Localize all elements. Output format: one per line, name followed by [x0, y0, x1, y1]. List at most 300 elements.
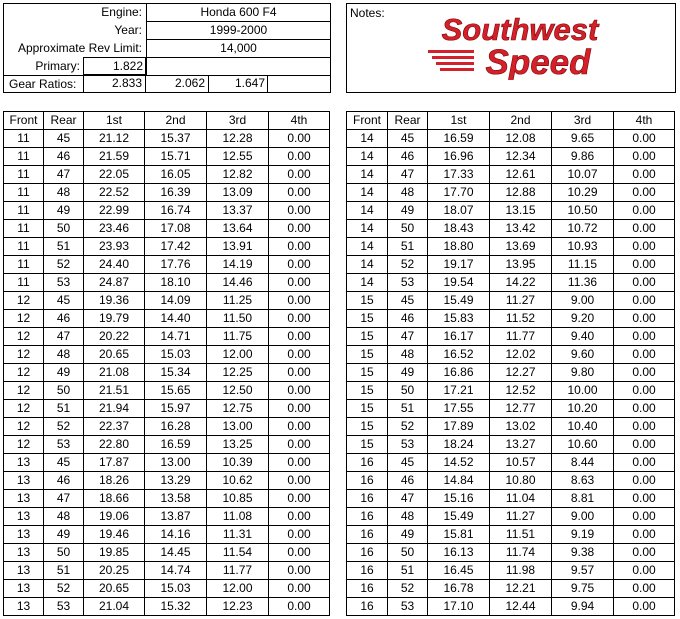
cell-2nd: 15.65: [145, 382, 207, 400]
cell-3rd: 12.82: [207, 166, 269, 184]
cell-rear: 47: [388, 166, 428, 184]
cell-1st: 15.49: [428, 292, 490, 310]
cell-3rd: 12.55: [207, 148, 269, 166]
cell-3rd: 11.75: [207, 328, 269, 346]
cell-2nd: 15.37: [145, 130, 207, 148]
table-row: [347, 490, 675, 508]
cell-1st: 23.46: [84, 220, 145, 238]
col-rear: Rear: [388, 112, 428, 130]
cell-4th: 0.00: [269, 202, 330, 220]
cell-3rd: 10.50: [552, 202, 614, 220]
cell-4th: 0.00: [269, 436, 330, 454]
cell-3rd: 8.81: [552, 490, 614, 508]
cell-3rd: 11.15: [552, 256, 614, 274]
cell-rear: 51: [388, 400, 428, 418]
cell-2nd: 11.52: [490, 310, 552, 328]
cell-1st: 16.52: [428, 346, 490, 364]
cell-3rd: 13.09: [207, 184, 269, 202]
cell-1st: 16.59: [428, 130, 490, 148]
gear-ratio-1st: 2.833: [111, 76, 142, 90]
cell-4th: 0.00: [614, 292, 675, 310]
table-row: [347, 364, 675, 382]
rev-limit-value: 14,000: [220, 41, 257, 55]
cell-2nd: 16.05: [145, 166, 207, 184]
cell-4th: 0.00: [614, 400, 675, 418]
cell-1st: 19.85: [84, 544, 145, 562]
gear-ratios-label: Gear Ratios:: [9, 77, 77, 91]
cell-4th: 0.00: [614, 310, 675, 328]
cell-rear: 52: [44, 580, 84, 598]
cell-4th: 0.00: [614, 274, 675, 292]
gear-ratio-table-left: [3, 111, 330, 616]
cell-rear: 52: [388, 418, 428, 436]
table-row: [347, 508, 675, 526]
cell-front: 15: [347, 364, 388, 382]
table-row: [347, 418, 675, 436]
cell-front: 16: [347, 544, 388, 562]
cell-1st: 16.13: [428, 544, 490, 562]
cell-4th: 0.00: [614, 220, 675, 238]
cell-1st: 21.04: [84, 598, 145, 616]
cell-front: 12: [4, 310, 44, 328]
cell-1st: 16.78: [428, 580, 490, 598]
cell-4th: 0.00: [614, 328, 675, 346]
cell-front: 12: [4, 418, 44, 436]
cell-2nd: 13.95: [490, 256, 552, 274]
cell-3rd: 14.19: [207, 256, 269, 274]
col-rear: Rear: [44, 112, 84, 130]
cell-rear: 46: [44, 148, 84, 166]
cell-4th: 0.00: [614, 256, 675, 274]
cell-rear: 46: [388, 148, 428, 166]
cell-4th: 0.00: [614, 472, 675, 490]
cell-2nd: 15.71: [145, 148, 207, 166]
cell-rear: 48: [44, 346, 84, 364]
cell-1st: 20.22: [84, 328, 145, 346]
cell-2nd: 14.40: [145, 310, 207, 328]
cell-1st: 19.79: [84, 310, 145, 328]
cell-rear: 49: [388, 202, 428, 220]
cell-2nd: 11.74: [490, 544, 552, 562]
cell-rear: 49: [44, 364, 84, 382]
cell-2nd: 13.29: [145, 472, 207, 490]
cell-3rd: 11.54: [207, 544, 269, 562]
cell-rear: 53: [388, 436, 428, 454]
cell-4th: 0.00: [614, 238, 675, 256]
cell-front: 11: [4, 274, 44, 292]
cell-front: 15: [347, 346, 388, 364]
cell-rear: 45: [388, 130, 428, 148]
table-row: [4, 166, 330, 184]
table-row: [347, 274, 675, 292]
cell-2nd: 12.21: [490, 580, 552, 598]
cell-front: 12: [4, 382, 44, 400]
cell-rear: 49: [44, 202, 84, 220]
cell-front: 16: [347, 598, 388, 616]
cell-rear: 52: [44, 256, 84, 274]
cell-2nd: 15.34: [145, 364, 207, 382]
cell-3rd: 9.00: [552, 292, 614, 310]
cell-2nd: 11.27: [490, 292, 552, 310]
cell-2nd: 12.34: [490, 148, 552, 166]
cell-front: 14: [347, 274, 388, 292]
cell-3rd: 11.31: [207, 526, 269, 544]
col-4th: 4th: [269, 112, 330, 130]
cell-1st: 17.21: [428, 382, 490, 400]
cell-2nd: 12.27: [490, 364, 552, 382]
cell-3rd: 8.44: [552, 454, 614, 472]
cell-rear: 47: [44, 328, 84, 346]
cell-2nd: 11.51: [490, 526, 552, 544]
logo-line2: Speed: [485, 43, 591, 80]
cell-1st: 18.26: [84, 472, 145, 490]
cell-front: 15: [347, 382, 388, 400]
table-row: [4, 148, 330, 166]
table-row: [347, 562, 675, 580]
table-row: [347, 382, 675, 400]
cell-rear: 47: [44, 166, 84, 184]
cell-3rd: 10.60: [552, 436, 614, 454]
cell-front: 16: [347, 580, 388, 598]
cell-1st: 23.93: [84, 238, 145, 256]
cell-3rd: 9.40: [552, 328, 614, 346]
table-row: [4, 508, 330, 526]
cell-rear: 49: [388, 364, 428, 382]
cell-2nd: 13.58: [145, 490, 207, 508]
cell-3rd: 11.25: [207, 292, 269, 310]
cell-front: 13: [4, 580, 44, 598]
cell-1st: 19.17: [428, 256, 490, 274]
cell-4th: 0.00: [269, 328, 330, 346]
cell-2nd: 11.04: [490, 490, 552, 508]
cell-2nd: 13.87: [145, 508, 207, 526]
header-rule: [146, 57, 330, 58]
cell-4th: 0.00: [614, 202, 675, 220]
cell-front: 16: [347, 490, 388, 508]
cell-front: 11: [4, 148, 44, 166]
cell-front: 16: [347, 526, 388, 544]
cell-3rd: 10.20: [552, 400, 614, 418]
cell-rear: 46: [388, 472, 428, 490]
cell-rear: 48: [388, 346, 428, 364]
table-row: [4, 562, 330, 580]
cell-rear: 48: [388, 184, 428, 202]
cell-4th: 0.00: [614, 382, 675, 400]
cell-front: 15: [347, 436, 388, 454]
cell-rear: 50: [44, 382, 84, 400]
cell-4th: 0.00: [269, 472, 330, 490]
col-front: Front: [347, 112, 388, 130]
southwest-speed-logo: [420, 10, 620, 80]
cell-4th: 0.00: [269, 292, 330, 310]
cell-1st: 16.86: [428, 364, 490, 382]
cell-4th: 0.00: [269, 580, 330, 598]
cell-2nd: 10.57: [490, 454, 552, 472]
cell-rear: 46: [388, 310, 428, 328]
table-row: [347, 472, 675, 490]
cell-3rd: 9.20: [552, 310, 614, 328]
table-row: [347, 202, 675, 220]
cell-4th: 0.00: [614, 490, 675, 508]
cell-4th: 0.00: [269, 256, 330, 274]
cell-2nd: 14.16: [145, 526, 207, 544]
cell-1st: 24.87: [84, 274, 145, 292]
cell-2nd: 15.97: [145, 400, 207, 418]
cell-1st: 21.08: [84, 364, 145, 382]
cell-3rd: 10.07: [552, 166, 614, 184]
cell-4th: 0.00: [614, 508, 675, 526]
cell-2nd: 17.76: [145, 256, 207, 274]
cell-2nd: 12.88: [490, 184, 552, 202]
cell-1st: 22.99: [84, 202, 145, 220]
table-row: [4, 310, 330, 328]
primary-label: Primary:: [35, 59, 80, 73]
cell-front: 13: [4, 598, 44, 616]
logo-line1: Southwest: [441, 12, 599, 47]
cell-2nd: 13.02: [490, 418, 552, 436]
cell-front: 12: [4, 328, 44, 346]
cell-front: 13: [4, 526, 44, 544]
cell-4th: 0.00: [269, 274, 330, 292]
cell-rear: 45: [388, 292, 428, 310]
cell-3rd: 9.86: [552, 148, 614, 166]
table-row: [4, 202, 330, 220]
cell-3rd: 10.85: [207, 490, 269, 508]
cell-3rd: 13.37: [207, 202, 269, 220]
table-row: [4, 490, 330, 508]
cell-1st: 21.12: [84, 130, 145, 148]
col-2nd: 2nd: [145, 112, 207, 130]
table-row: [4, 328, 330, 346]
cell-front: 12: [4, 346, 44, 364]
cell-rear: 53: [44, 598, 84, 616]
year-label: Year:: [114, 23, 142, 37]
table-header-row: [4, 112, 330, 130]
table-row: [347, 166, 675, 184]
cell-1st: 22.05: [84, 166, 145, 184]
cell-2nd: 13.27: [490, 436, 552, 454]
cell-rear: 51: [44, 562, 84, 580]
table-row: [4, 274, 330, 292]
cell-2nd: 18.10: [145, 274, 207, 292]
table-row: [4, 382, 330, 400]
cell-1st: 20.25: [84, 562, 145, 580]
cell-front: 16: [347, 454, 388, 472]
col-front: Front: [4, 112, 44, 130]
cell-3rd: 11.77: [207, 562, 269, 580]
table-row: [347, 580, 675, 598]
table-row: [4, 220, 330, 238]
cell-front: 15: [347, 292, 388, 310]
cell-1st: 22.37: [84, 418, 145, 436]
table-row: [4, 364, 330, 382]
cell-4th: 0.00: [269, 130, 330, 148]
cell-4th: 0.00: [269, 184, 330, 202]
cell-rear: 52: [388, 580, 428, 598]
cell-1st: 20.65: [84, 346, 145, 364]
cell-rear: 50: [44, 220, 84, 238]
cell-rear: 53: [44, 436, 84, 454]
cell-2nd: 16.28: [145, 418, 207, 436]
table-row: [347, 526, 675, 544]
cell-4th: 0.00: [614, 580, 675, 598]
cell-1st: 15.49: [428, 508, 490, 526]
cell-4th: 0.00: [614, 130, 675, 148]
cell-rear: 48: [44, 184, 84, 202]
cell-1st: 17.10: [428, 598, 490, 616]
cell-front: 11: [4, 256, 44, 274]
cell-4th: 0.00: [269, 382, 330, 400]
cell-rear: 50: [388, 220, 428, 238]
cell-2nd: 13.15: [490, 202, 552, 220]
col-1st: 1st: [84, 112, 145, 130]
cell-front: 12: [4, 436, 44, 454]
cell-3rd: 9.80: [552, 364, 614, 382]
cell-front: 11: [4, 130, 44, 148]
cell-1st: 14.84: [428, 472, 490, 490]
cell-rear: 48: [44, 508, 84, 526]
cell-front: 15: [347, 418, 388, 436]
cell-front: 13: [4, 490, 44, 508]
logo-graphic: [420, 10, 620, 80]
cell-1st: 17.87: [84, 454, 145, 472]
cell-2nd: 14.09: [145, 292, 207, 310]
cell-1st: 17.55: [428, 400, 490, 418]
cell-2nd: 14.45: [145, 544, 207, 562]
cell-4th: 0.00: [614, 148, 675, 166]
cell-rear: 50: [388, 544, 428, 562]
cell-rear: 51: [44, 238, 84, 256]
cell-rear: 45: [44, 292, 84, 310]
cell-3rd: 10.29: [552, 184, 614, 202]
gear-ratio-3rd: 1.647: [234, 76, 265, 90]
cell-2nd: 16.74: [145, 202, 207, 220]
cell-1st: 16.45: [428, 562, 490, 580]
cell-4th: 0.00: [614, 418, 675, 436]
cell-rear: 47: [44, 490, 84, 508]
cell-3rd: 11.08: [207, 508, 269, 526]
cell-front: 16: [347, 508, 388, 526]
cell-1st: 18.24: [428, 436, 490, 454]
cell-1st: 20.65: [84, 580, 145, 598]
cell-2nd: 12.02: [490, 346, 552, 364]
cell-4th: 0.00: [614, 562, 675, 580]
cell-3rd: 12.25: [207, 364, 269, 382]
cell-rear: 50: [44, 544, 84, 562]
cell-2nd: 14.22: [490, 274, 552, 292]
cell-3rd: 9.19: [552, 526, 614, 544]
cell-1st: 17.33: [428, 166, 490, 184]
table-row: [347, 148, 675, 166]
cell-4th: 0.00: [269, 418, 330, 436]
table-row: [347, 400, 675, 418]
cell-4th: 0.00: [614, 346, 675, 364]
cell-3rd: 10.40: [552, 418, 614, 436]
cell-front: 13: [4, 544, 44, 562]
cell-front: 14: [347, 220, 388, 238]
cell-3rd: 10.39: [207, 454, 269, 472]
year-value: 1999-2000: [209, 23, 268, 37]
cell-1st: 21.51: [84, 382, 145, 400]
cell-rear: 51: [388, 562, 428, 580]
cell-front: 15: [347, 400, 388, 418]
speed-lines-icon: [428, 50, 474, 71]
cell-rear: 49: [44, 526, 84, 544]
cell-rear: 45: [388, 454, 428, 472]
cell-3rd: 10.72: [552, 220, 614, 238]
cell-4th: 0.00: [269, 490, 330, 508]
cell-4th: 0.00: [269, 166, 330, 184]
cell-3rd: 12.00: [207, 580, 269, 598]
cell-1st: 15.81: [428, 526, 490, 544]
table-row: [4, 544, 330, 562]
cell-3rd: 10.00: [552, 382, 614, 400]
cell-3rd: 11.36: [552, 274, 614, 292]
cell-3rd: 8.63: [552, 472, 614, 490]
cell-3rd: 12.23: [207, 598, 269, 616]
cell-1st: 15.83: [428, 310, 490, 328]
cell-front: 12: [4, 364, 44, 382]
cell-front: 14: [347, 184, 388, 202]
table-row: [4, 400, 330, 418]
cell-rear: 51: [388, 238, 428, 256]
cell-4th: 0.00: [269, 310, 330, 328]
cell-4th: 0.00: [614, 544, 675, 562]
cell-3rd: 9.65: [552, 130, 614, 148]
col-4th: 4th: [614, 112, 675, 130]
cell-rear: 50: [388, 382, 428, 400]
cell-1st: 15.16: [428, 490, 490, 508]
table-row: [347, 220, 675, 238]
cell-front: 11: [4, 184, 44, 202]
cell-2nd: 17.08: [145, 220, 207, 238]
cell-1st: 21.94: [84, 400, 145, 418]
cell-4th: 0.00: [269, 400, 330, 418]
table-row: [4, 346, 330, 364]
cell-3rd: 12.00: [207, 346, 269, 364]
cell-3rd: 9.94: [552, 598, 614, 616]
cell-3rd: 13.91: [207, 238, 269, 256]
cell-rear: 45: [44, 454, 84, 472]
cell-2nd: 13.42: [490, 220, 552, 238]
cell-3rd: 9.00: [552, 508, 614, 526]
cell-3rd: 9.57: [552, 562, 614, 580]
table-row: [4, 184, 330, 202]
cell-rear: 45: [44, 130, 84, 148]
cell-2nd: 15.32: [145, 598, 207, 616]
table-row: [4, 130, 330, 148]
cell-3rd: 12.50: [207, 382, 269, 400]
table-row: [347, 130, 675, 148]
cell-front: 15: [347, 328, 388, 346]
cell-2nd: 12.61: [490, 166, 552, 184]
cell-1st: 17.89: [428, 418, 490, 436]
cell-4th: 0.00: [614, 598, 675, 616]
table-row: [347, 256, 675, 274]
cell-front: 16: [347, 472, 388, 490]
cell-2nd: 16.39: [145, 184, 207, 202]
cell-1st: 19.54: [428, 274, 490, 292]
cell-3rd: 10.93: [552, 238, 614, 256]
col-3rd: 3rd: [207, 112, 269, 130]
cell-3rd: 12.75: [207, 400, 269, 418]
engine-value: Honda 600 F4: [200, 5, 277, 19]
cell-4th: 0.00: [269, 364, 330, 382]
cell-3rd: 13.25: [207, 436, 269, 454]
col-1st: 1st: [428, 112, 490, 130]
cell-2nd: 13.00: [145, 454, 207, 472]
cell-3rd: 10.62: [207, 472, 269, 490]
